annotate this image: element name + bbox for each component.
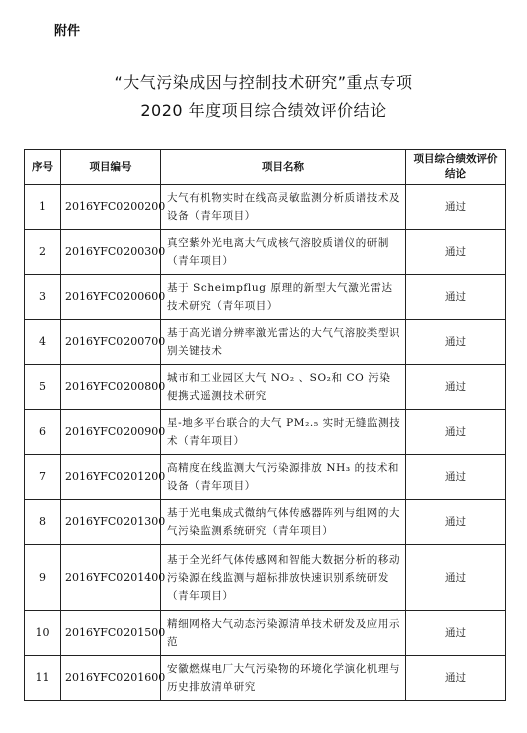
- table-row: [25, 410, 506, 455]
- row-code: 2016YFC0200300: [61, 230, 161, 275]
- document-title-line-1: “大气污染成因与控制技术研究”重点专项: [114, 73, 413, 92]
- row-result: 通过: [406, 275, 506, 320]
- row-code: 2016YFC0201200: [61, 455, 161, 500]
- row-result: 通过: [406, 656, 506, 701]
- row-code: 2016YFC0201600: [61, 656, 161, 701]
- table-row: [25, 185, 506, 230]
- row-no: 9: [25, 545, 61, 611]
- row-code: 2016YFC0200600: [61, 275, 161, 320]
- header-result: 项目综合绩效评价结论: [406, 150, 506, 185]
- row-name: 基于高光谱分辨率激光雷达的大气气溶胶类型识别关键技术: [161, 320, 406, 365]
- row-no: 8: [25, 500, 61, 545]
- row-name: 基于全光纤气体传感网和智能大数据分析的移动污染源在线监测与超标排放快速识别系统研发（青年项目）: [161, 545, 406, 611]
- row-result: 通过: [406, 500, 506, 545]
- row-name: 城市和工业园区大气 NO₂ 、SO₂和 CO 污染便携式遥测技术研究: [161, 365, 406, 410]
- row-code: 2016YFC0200700: [61, 320, 161, 365]
- row-no: 4: [25, 320, 61, 365]
- row-result: 通过: [406, 365, 506, 410]
- row-no: 10: [25, 611, 61, 656]
- row-code: 2016YFC0201300: [61, 500, 161, 545]
- row-code: 2016YFC0200900: [61, 410, 161, 455]
- row-result: 通过: [406, 545, 506, 611]
- row-no: 11: [25, 656, 61, 701]
- header-no: 序号: [25, 150, 61, 185]
- row-code: 2016YFC0201400: [61, 545, 161, 611]
- table-row: [25, 656, 506, 701]
- row-result: 通过: [406, 320, 506, 365]
- attachment-label: 附件: [54, 24, 81, 39]
- row-code: 2016YFC0201500: [61, 611, 161, 656]
- row-name: 星-地多平台联合的大气 PM₂.₅ 实时无缝监测技术（青年项目）: [161, 410, 406, 455]
- row-result: 通过: [406, 611, 506, 656]
- evaluation-table: [24, 149, 506, 701]
- table-row: [25, 365, 506, 410]
- table-row: [25, 545, 506, 611]
- table-header-row: [25, 150, 506, 185]
- row-no: 6: [25, 410, 61, 455]
- row-name: 安徽燃煤电厂大气污染物的环境化学演化机理与历史排放清单研究: [161, 656, 406, 701]
- row-no: 7: [25, 455, 61, 500]
- row-name: 高精度在线监测大气污染源排放 NH₃ 的技术和设备（青年项目）: [161, 455, 406, 500]
- row-no: 2: [25, 230, 61, 275]
- row-result: 通过: [406, 410, 506, 455]
- row-code: 2016YFC0200200: [61, 185, 161, 230]
- row-name: 基于 Scheimpflug 原理的新型大气激光雷达技术研究（青年项目）: [161, 275, 406, 320]
- table-row: [25, 275, 506, 320]
- row-code: 2016YFC0200800: [61, 365, 161, 410]
- table-row: [25, 611, 506, 656]
- table-row: [25, 455, 506, 500]
- table-row: [25, 500, 506, 545]
- row-name: 真空紫外光电离大气成核气溶胶质谱仪的研制（青年项目）: [161, 230, 406, 275]
- header-code: 项目编号: [61, 150, 161, 185]
- row-result: 通过: [406, 185, 506, 230]
- row-result: 通过: [406, 455, 506, 500]
- table-row: [25, 320, 506, 365]
- table-row: [25, 230, 506, 275]
- row-no: 1: [25, 185, 61, 230]
- row-name: 大气有机物实时在线高灵敏监测分析质谱技术及设备（青年项目）: [161, 185, 406, 230]
- row-name: 基于光电集成式微纳气体传感器阵列与组网的大气污染监测系统研究（青年项目）: [161, 500, 406, 545]
- header-name: 项目名称: [161, 150, 406, 185]
- document-title-line-2: 2020 年度项目综合绩效评价结论: [140, 101, 387, 120]
- row-no: 3: [25, 275, 61, 320]
- row-name: 精细网格大气动态污染源清单技术研发及应用示范: [161, 611, 406, 656]
- row-no: 5: [25, 365, 61, 410]
- row-result: 通过: [406, 230, 506, 275]
